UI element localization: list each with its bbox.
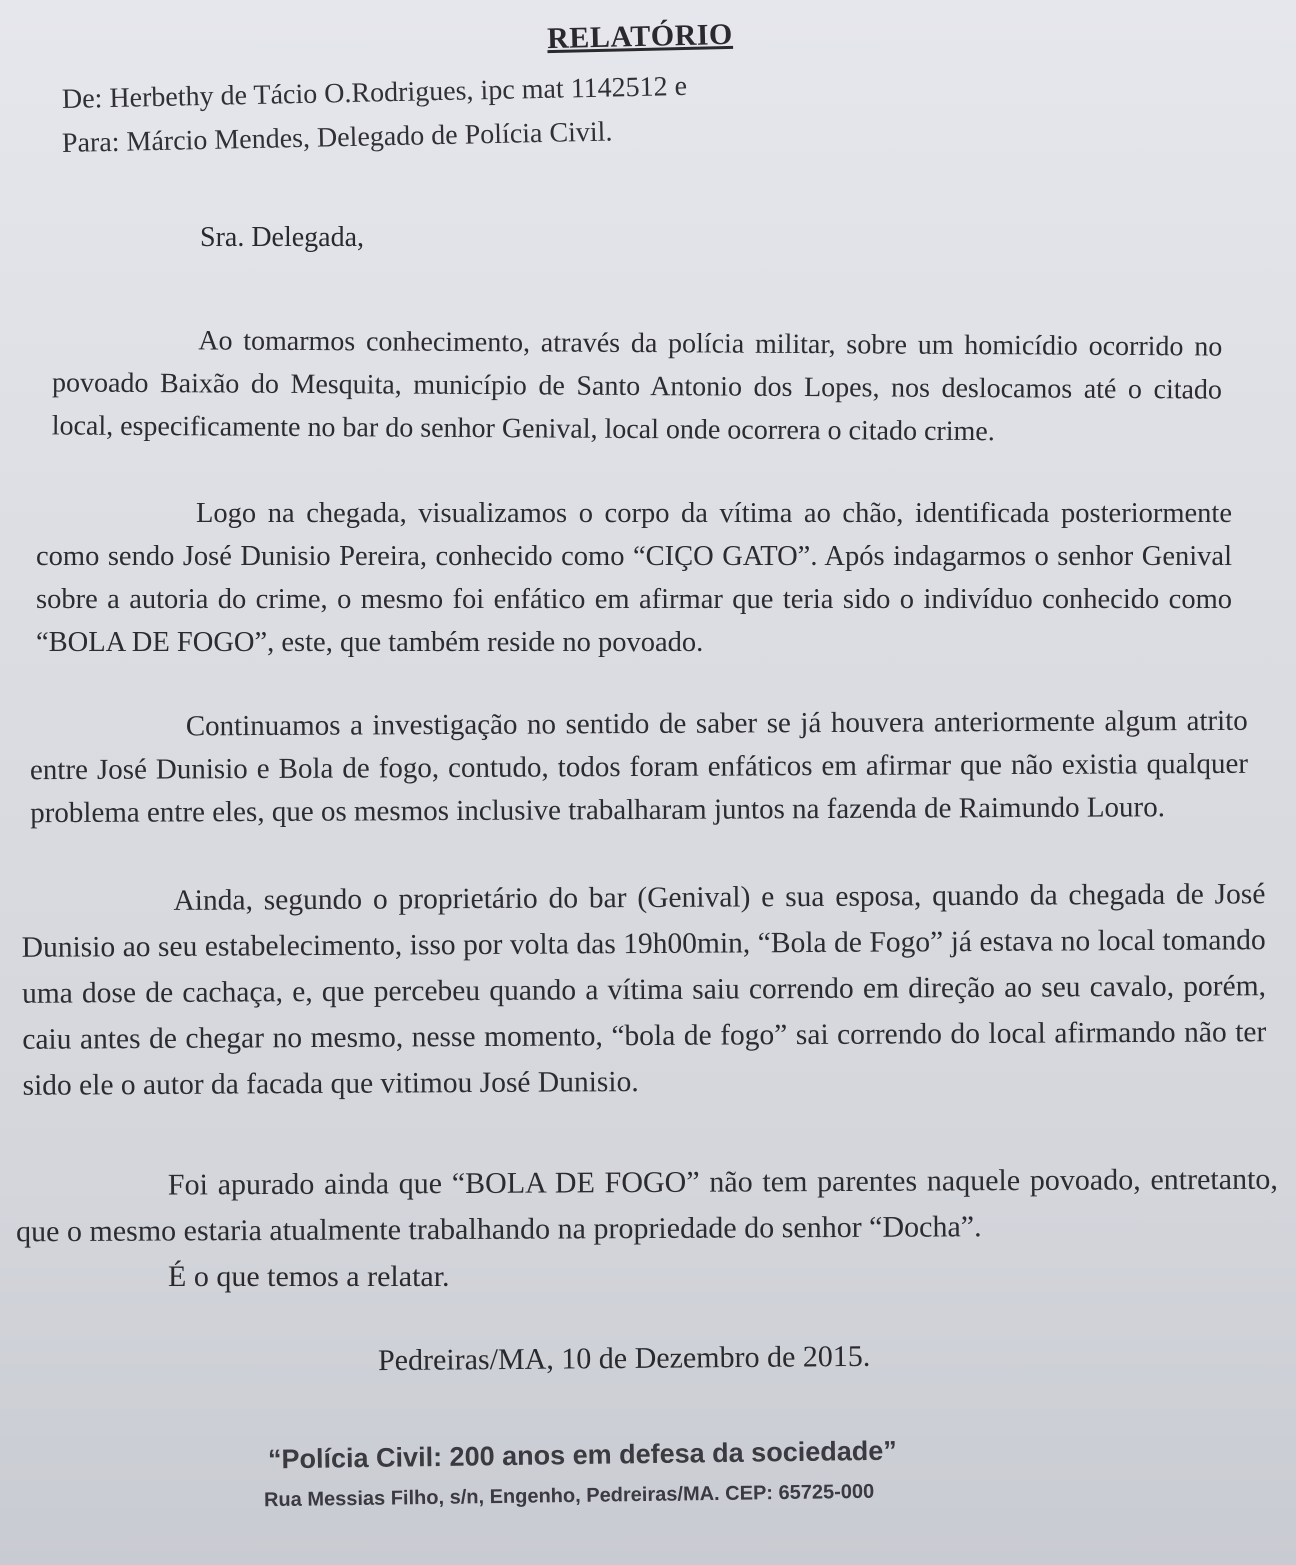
place-date: Pedreiras/MA, 10 de Dezembro de 2015. (377, 1339, 871, 1378)
salutation: Sra. Delegada, (200, 222, 365, 253)
paragraph-5: Foi apurado ainda que “BOLA DE FOGO” não tem parentes naquele povoado, entretanto, que o mesmo estaria atualmente trabalhando na propriedade do senhor “Docha”. (16, 1162, 1278, 1249)
document-title: RELATÓRIO (546, 17, 734, 56)
paragraph-4: Ainda, segundo o proprietário do bar (Genival) e sua esposa, quando da chegada de José Dunisio ao seu estabelecimento, isso por volta das 19h00min, “Bola de Fogo” já estava no local tomando uma dose de cachaça, e, que percebeu quando a vítima saiu correndo em direção ao seu cavalo, porém, caiu antes de chegar no mesmo, nesse momento, “bola de fogo” sai correndo do local afirmando não ter sido ele o autor da facada que vitimou José Dunisio. (21, 878, 1267, 1102)
from-line: De: Herbethy de Tácio O.Rodrigues, ipc mat 1142512 e (61, 70, 688, 115)
paragraph-2: Logo na chegada, visualizamos o corpo da vítima ao chão, identificada posteriormente como sendo José Dunisio Pereira, conhecido como “CIÇO GATO”. Após indagarmos o senhor Genival sobre a autoria do crime, o mesmo foi enfático em afirmar que teria sido o indivíduo conhecido como “BOLA DE FOGO”, este, que também reside no povoado. (36, 498, 1232, 658)
closing-line: É o que temos a relatar. (168, 1260, 450, 1293)
footer-address: Rua Messias Filho, s/n, Engenho, Pedreiras/MA. CEP: 65725-000 (263, 1480, 875, 1512)
paragraph-1: Ao tomarmos conhecimento, através da polícia militar, sobre um homicídio ocorrido no povoado Baixão do Mesquita, município de Santo Antonio dos Lopes, nos deslocamos até o citado local, especificamente no bar do senhor Genival, local onde ocorrera o citado crime. (51, 325, 1223, 448)
to-line: Para: Márcio Mendes, Delegado de Polícia Civil. (61, 116, 613, 159)
paragraph-3: Continuamos a investigação no sentido de saber se já houvera anteriormente algum atrito entre José Dunisio e Bola de fogo, contudo, todos foram enfáticos em afirmar que não existia qualquer problema entre eles, que os mesmos inclusive trabalharam juntos na fazenda de Raimundo Louro. (29, 704, 1249, 830)
footer-slogan: “Polícia Civil: 200 anos em defesa da sociedade” (267, 1435, 897, 1475)
